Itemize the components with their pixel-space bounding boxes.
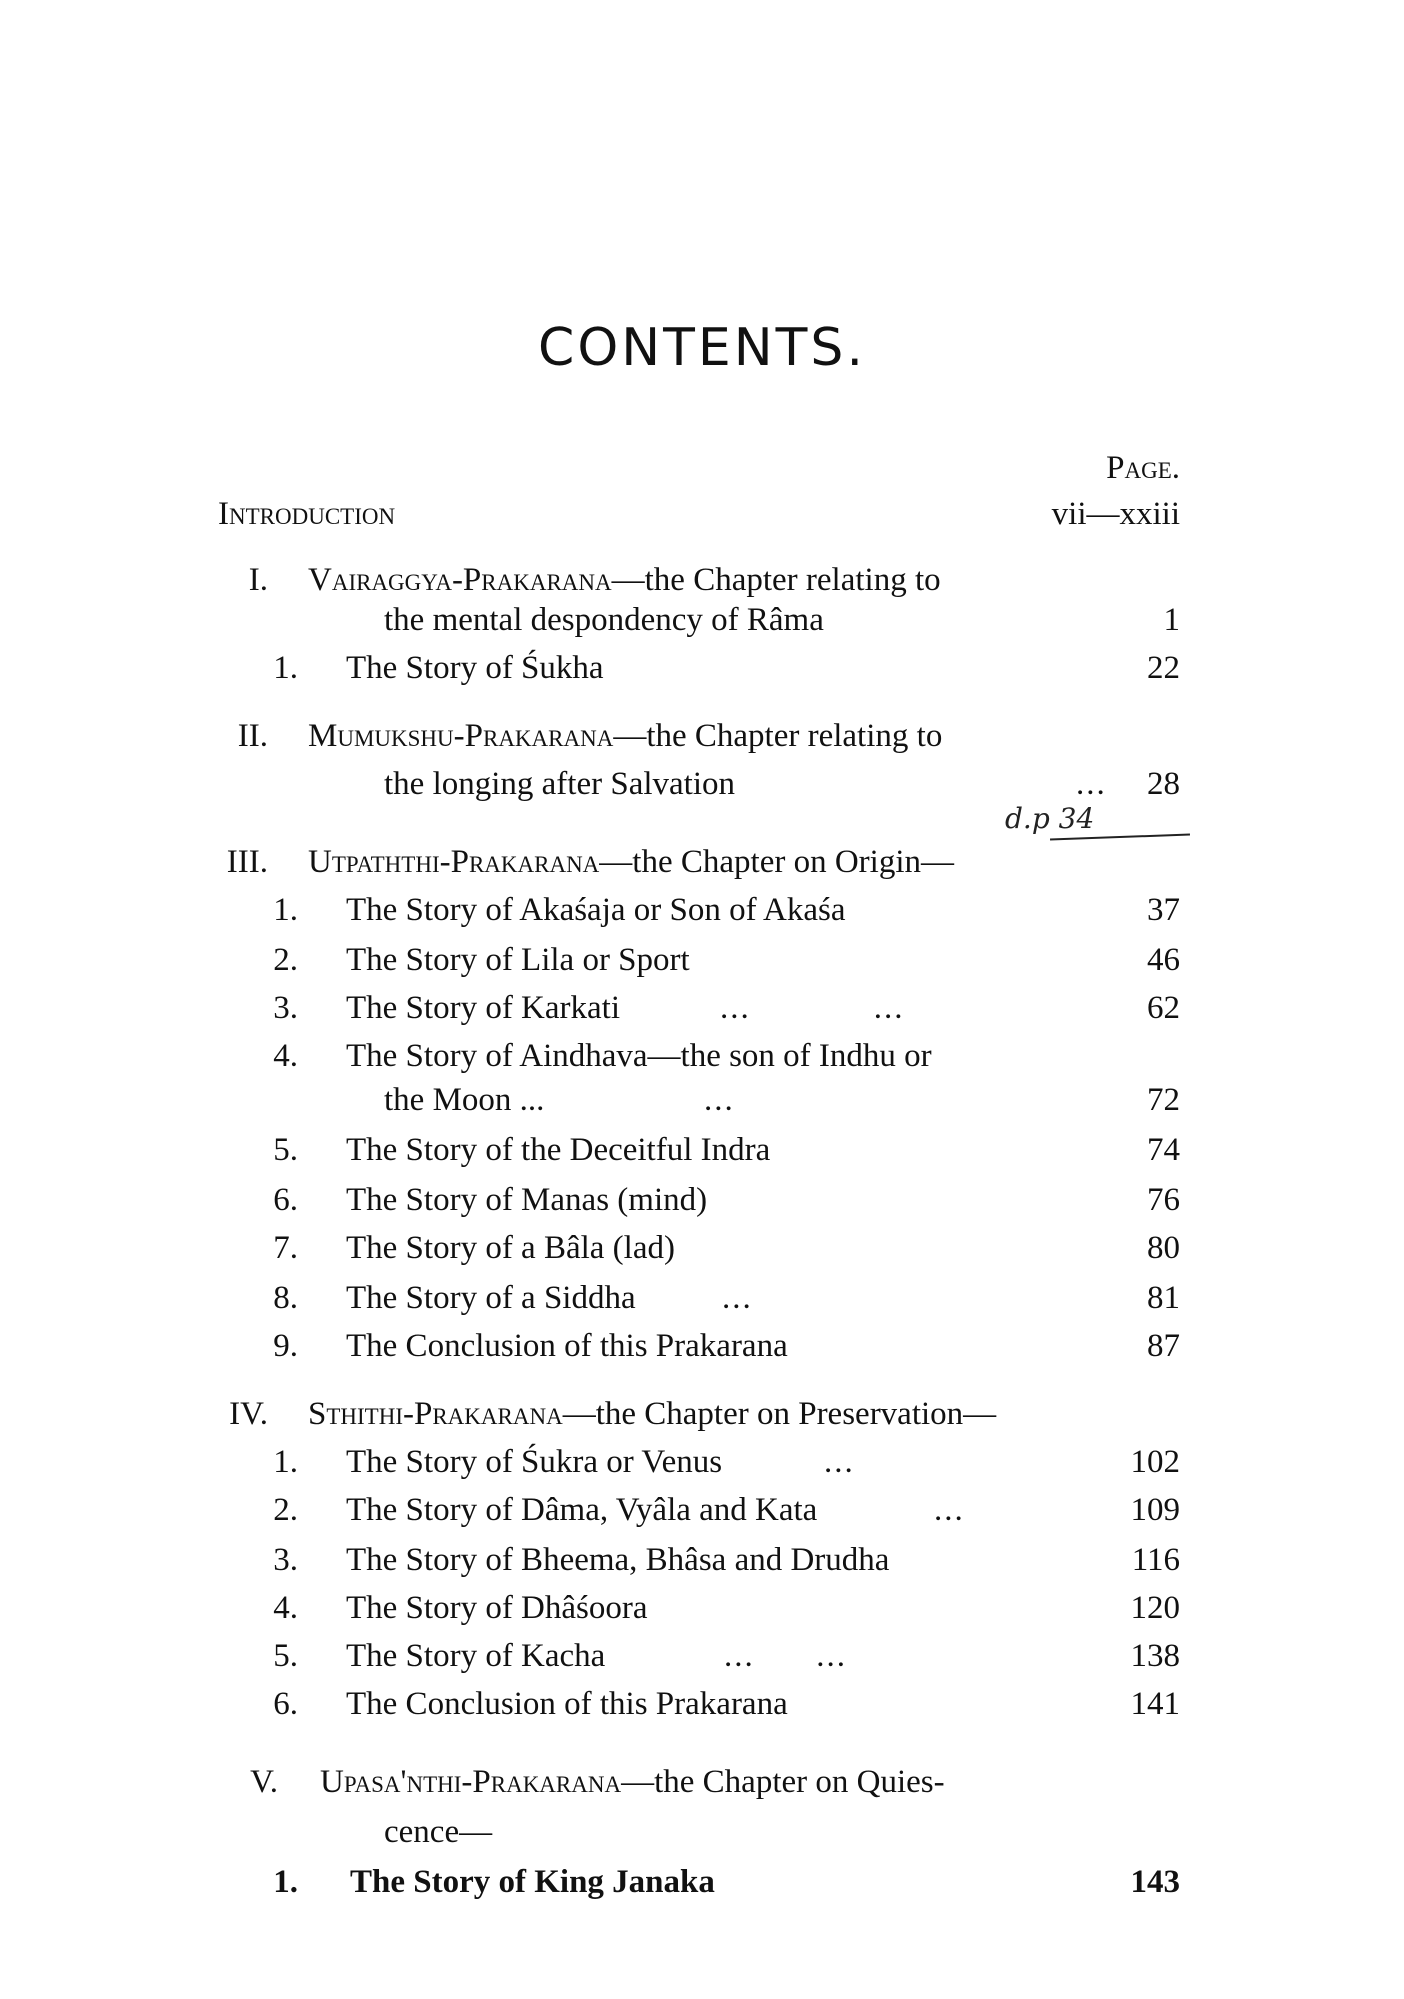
story-page: 120 <box>1130 1590 1180 1626</box>
story-title: The Story of Śukra or Venus <box>346 1444 723 1480</box>
section-name: Utpaththi-Prakarana <box>308 844 600 880</box>
section-name: Mumukshu-Prakarana <box>308 718 614 754</box>
story-title: The Story of Bheema, Bhâsa and Drudha <box>346 1542 890 1578</box>
story-title: The Conclusion of this Prakarana <box>346 1328 788 1364</box>
story-page: 116 <box>1131 1542 1180 1578</box>
section-name: Sthithi-Prakarana <box>308 1396 563 1432</box>
section-heading <box>308 560 941 600</box>
story-title: The Story of Kacha <box>346 1638 606 1674</box>
leader-dots: ... ... <box>720 990 905 1026</box>
story-title: The Story of a Siddha <box>346 1280 636 1316</box>
story-title: The Story of King Janaka <box>350 1864 715 1900</box>
story-title: The Story of the Deceitful Indra <box>346 1132 771 1168</box>
story-page: 138 <box>1130 1638 1180 1674</box>
story-title: The Story of Karkati <box>346 990 621 1026</box>
section-number: IV. <box>229 1396 268 1432</box>
section-desc: —the Chapter on Quies- <box>621 1764 945 1800</box>
section-heading <box>320 1762 945 1802</box>
story-number: 1. <box>273 892 298 928</box>
story-page: 62 <box>1147 990 1180 1026</box>
story-page: 72 <box>1147 1082 1180 1118</box>
story-number: 9. <box>273 1328 298 1364</box>
section-number: V. <box>250 1764 278 1800</box>
page-title: CONTENTS. <box>538 318 866 378</box>
story-number: 4. <box>273 1038 298 1074</box>
story-title: The Story of a Bâla (lad) <box>346 1230 675 1266</box>
story-number: 6. <box>273 1686 298 1722</box>
section-number: II. <box>237 718 268 754</box>
story-page: 76 <box>1147 1182 1180 1218</box>
leader-dots: ... <box>934 1492 965 1528</box>
story-page: 109 <box>1130 1492 1180 1528</box>
section-desc-continued: cence— <box>384 1814 493 1850</box>
story-number: 4. <box>273 1590 298 1626</box>
story-number: 1. <box>273 650 298 686</box>
section-number: III. <box>226 844 268 880</box>
story-title: The Story of Lila or Sport <box>346 942 690 978</box>
story-number: 8. <box>273 1280 298 1316</box>
section-number: I. <box>248 562 268 598</box>
section-name: Upasa'nthi-Prakarana <box>320 1764 622 1800</box>
story-number: 2. <box>273 942 298 978</box>
section-desc: —the Chapter on Origin— <box>599 844 954 880</box>
story-page: 87 <box>1147 1328 1180 1364</box>
story-number: 5. <box>273 1132 298 1168</box>
story-page: 141 <box>1130 1686 1180 1722</box>
story-title-continued: the Moon ... <box>384 1082 545 1118</box>
section-desc: —the Chapter relating to <box>613 718 943 754</box>
leader-dots: ... <box>722 1280 753 1316</box>
story-page: 74 <box>1147 1132 1180 1168</box>
story-number: 1. <box>273 1864 298 1900</box>
story-title: The Story of Śukha <box>346 650 604 686</box>
story-title: The Story of Akaśaja or Son of Akaśa <box>346 892 846 928</box>
handwritten-annotation: d.p 34 <box>1005 802 1095 835</box>
leader-dots: ... ... <box>724 1638 847 1674</box>
story-number: 6. <box>273 1182 298 1218</box>
story-number: 2. <box>273 1492 298 1528</box>
story-page: 37 <box>1147 892 1180 928</box>
story-title: The Story of Dhâśoora <box>346 1590 648 1626</box>
section-desc: —the Chapter on Preservation— <box>562 1396 997 1432</box>
story-number: 5. <box>273 1638 298 1674</box>
section-heading <box>308 716 942 756</box>
story-number: 7. <box>273 1230 298 1266</box>
section-heading <box>308 1394 996 1434</box>
section-desc: —the Chapter relating to <box>611 562 941 598</box>
story-page: 143 <box>1130 1864 1180 1900</box>
introduction-label: Introduction <box>218 496 396 532</box>
leader-dots: ... <box>824 1444 855 1480</box>
section-name: Vairaggya-Prakarana <box>308 562 612 598</box>
leader-dots: ... <box>704 1082 735 1118</box>
page-column-header: Page. <box>1106 450 1180 486</box>
story-page: 80 <box>1147 1230 1180 1266</box>
story-title: The Conclusion of this Prakarana <box>346 1686 788 1722</box>
story-page: 102 <box>1130 1444 1180 1480</box>
story-page: 46 <box>1147 942 1180 978</box>
story-title: The Story of Manas (mind) <box>346 1182 708 1218</box>
story-title: The Story of Dâma, Vyâla and Kata <box>346 1492 818 1528</box>
section-desc-continued: the longing after Salvation <box>384 766 735 802</box>
section-page: 28 <box>1147 766 1180 802</box>
story-title: The Story of Aindhava—the son of Indhu or <box>346 1038 932 1074</box>
section-heading <box>308 842 954 882</box>
introduction-page: vii—xxiii <box>1051 496 1180 532</box>
story-page: 81 <box>1147 1280 1180 1316</box>
section-page: 1 <box>1163 602 1180 638</box>
section-desc-continued: the mental despondency of Râma <box>384 602 824 638</box>
leader-dots: ... <box>1076 766 1107 802</box>
story-number: 1. <box>273 1444 298 1480</box>
story-number: 3. <box>273 1542 298 1578</box>
story-number: 3. <box>273 990 298 1026</box>
story-page: 22 <box>1147 650 1180 686</box>
